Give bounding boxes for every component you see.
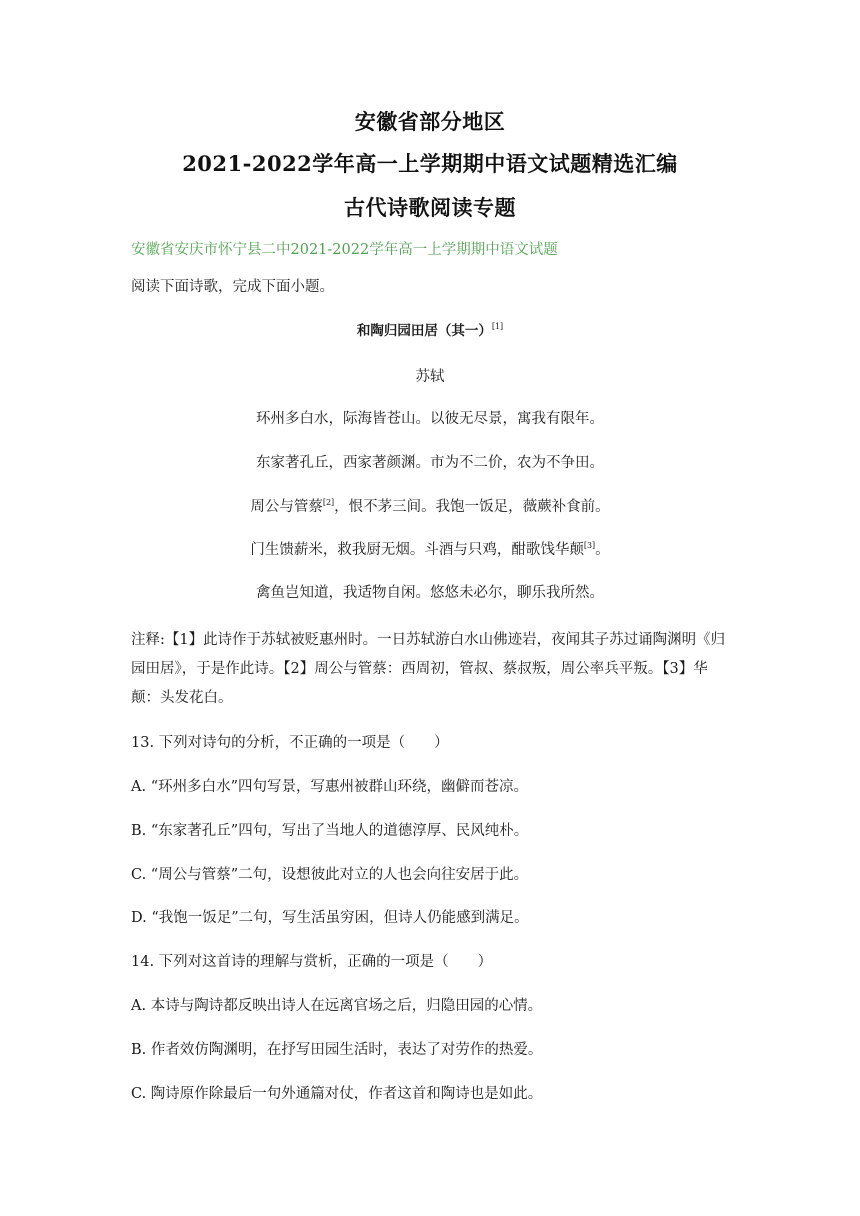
question-stem: 14. 下列对这首诗的理解与赏析，正确的一项是（ ） (131, 954, 493, 970)
document-title-topic: 古代诗歌阅读专题 (344, 195, 516, 220)
poem-title-footnote-marker: [1] (491, 322, 504, 332)
question-option: C. “周公与管蔡”二句，设想彼此对立的人也会向往安居于此。 (131, 867, 529, 883)
footnote-marker: [2] (322, 498, 335, 508)
poem-line (0, 538, 860, 559)
question-stem: 13. 下列对诗句的分析，不正确的一项是（ ） (131, 735, 449, 751)
poem-line: 环州多白水，际海皆苍山。以彼无尽景，寓我有限年。 (256, 411, 604, 427)
question-option: C. 陶诗原作除最后一句外通篇对仗，作者这首和陶诗也是如此。 (131, 1086, 543, 1102)
poem-author: 苏轼 (415, 369, 445, 385)
poem-line-part: 门生馈薪米，救我厨无烟。斗酒与只鸡，酣歌饯华颠 (250, 542, 584, 558)
poem-title-text: 和陶归园田居（其一） (356, 323, 492, 339)
poem-line: 东家著孔丘，西家著颜渊。市为不二价，农为不争田。 (256, 455, 604, 471)
source-link[interactable]: 安徽省安庆市怀宁县二中2021-2022学年高一上学期期中语文试题 (131, 242, 558, 258)
poem-line-part: ，恨不茅三间。我饱一饭足，薇蕨补食前。 (334, 499, 610, 515)
footnote-marker: [3] (583, 541, 596, 551)
poem-title (0, 319, 860, 339)
question-option: B. 作者效仿陶渊明，在抒写田园生活时，表达了对劳作的热爱。 (131, 1042, 543, 1058)
notes-line: 注释:【1】此诗作于苏轼被贬惠州时。一日苏轼游白水山佛迹岩，夜闻其子苏过诵陶渊明《归 (131, 632, 726, 648)
document-title-year: 2021-2022学年高一上学期期中语文试题精选汇编 (182, 151, 678, 176)
question-option: A. “环州多白水”四句写景，写惠州被群山环绕，幽僻而苍凉。 (131, 779, 529, 795)
question-option: B. “东家著孔丘”四句，写出了当地人的道德淳厚、民风纯朴。 (131, 823, 529, 839)
notes-line: 颠：头发花白。 (131, 690, 233, 706)
document-title-region: 安徽省部分地区 (354, 109, 506, 134)
poem-line-part: 周公与管蔡 (250, 499, 323, 515)
question-option: D. “我饱一饭足”二句，写生活虽穷困，但诗人仍能感到满足。 (131, 910, 529, 926)
poem-line (0, 495, 860, 516)
instruction-text: 阅读下面诗歌，完成下面小题。 (131, 279, 334, 295)
question-option: A. 本诗与陶诗都反映出诗人在远离官场之后，归隐田园的心情。 (131, 998, 543, 1014)
poem-line: 禽鱼岂知道，我适物自闲。悠悠未必尔，聊乐我所然。 (256, 585, 604, 601)
poem-line-part: 。 (595, 542, 610, 558)
notes-line: 园田居》，于是作此诗。【2】周公与管蔡：西周初，管叔、蔡叔叛，周公率兵平叛。【3】华 (131, 661, 708, 677)
